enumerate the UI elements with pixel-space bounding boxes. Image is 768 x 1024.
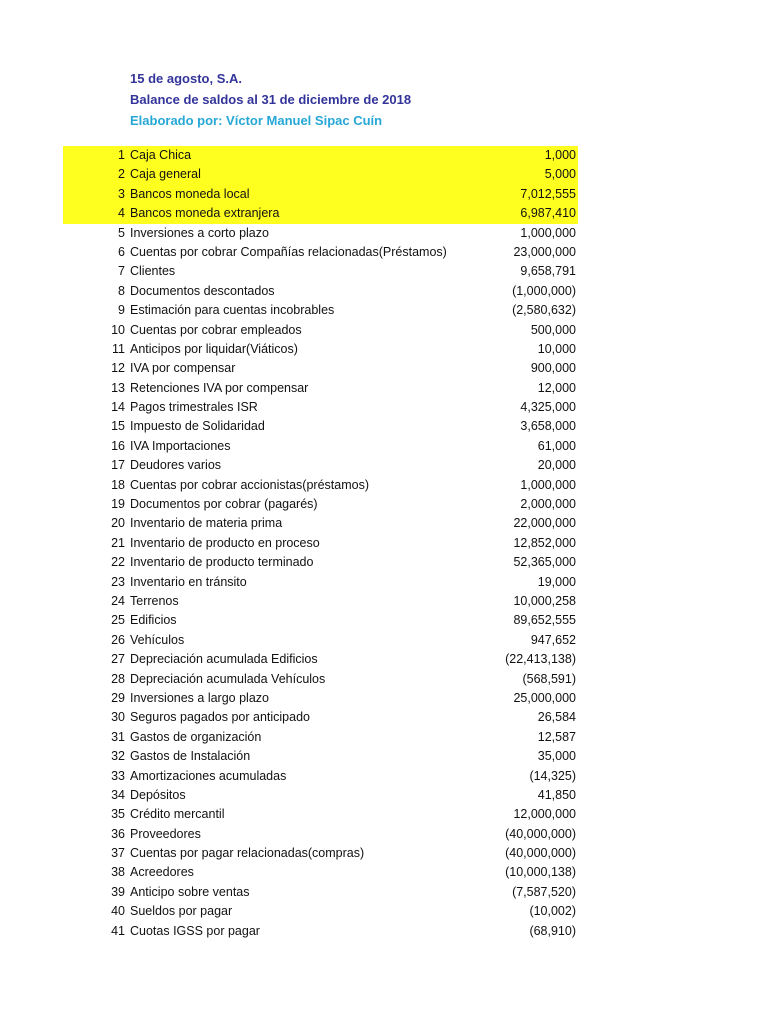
account-name: IVA Importaciones xyxy=(130,438,231,453)
table-row xyxy=(63,321,578,340)
account-amount: 1,000,000 xyxy=(520,225,576,240)
account-amount: 26,584 xyxy=(537,710,576,725)
account-name: Gastos de Instalación xyxy=(130,749,251,764)
table-row xyxy=(63,689,578,708)
account-amount: (14,325) xyxy=(529,768,576,783)
account-name: Acreedores xyxy=(130,865,194,880)
account-name: Cuentas por cobrar Compañías relacionadas(Préstamos) xyxy=(130,244,447,259)
account-number: 23 xyxy=(111,574,125,589)
account-name: Inventario en tránsito xyxy=(130,574,247,589)
account-name: Estimación para cuentas incobrables xyxy=(130,303,335,318)
table-row xyxy=(63,922,578,941)
document-header xyxy=(130,68,411,131)
account-amount: (22,413,138) xyxy=(505,652,576,667)
table-row xyxy=(63,631,578,650)
account-amount: 9,658,791 xyxy=(520,264,576,279)
account-amount: (40,000,000) xyxy=(505,826,576,841)
account-amount: (10,002) xyxy=(529,904,576,919)
account-name: Cuotas IGSS por pagar xyxy=(130,923,260,938)
account-number: 14 xyxy=(111,400,125,415)
account-name: Bancos moneda local xyxy=(130,186,250,201)
account-name: Gastos de organización xyxy=(130,729,262,744)
account-number: 25 xyxy=(111,613,125,628)
account-amount: (68,910) xyxy=(529,923,576,938)
account-number: 24 xyxy=(111,593,125,608)
account-name: Documentos descontados xyxy=(130,283,275,298)
account-name: Inversiones a largo plazo xyxy=(130,690,269,705)
account-amount: (2,580,632) xyxy=(512,303,576,318)
account-number: 17 xyxy=(111,458,125,473)
account-number: 22 xyxy=(111,555,125,570)
account-number: 34 xyxy=(111,787,125,802)
account-number: 4 xyxy=(118,206,125,221)
table-row xyxy=(63,379,578,398)
author-line: Elaborado por: Víctor Manuel Sipac Cuín xyxy=(130,113,383,128)
account-amount: 25,000,000 xyxy=(513,690,576,705)
account-number: 31 xyxy=(111,729,125,744)
table-row xyxy=(63,728,578,747)
table-row xyxy=(63,592,578,611)
account-amount: (1,000,000) xyxy=(512,283,576,298)
table-row xyxy=(63,863,578,882)
account-name: Inventario de producto en proceso xyxy=(130,535,320,550)
account-amount: 12,587 xyxy=(537,729,576,744)
account-name: Cuentas por pagar relacionadas(compras) xyxy=(130,846,365,861)
table-row xyxy=(63,767,578,786)
account-number: 8 xyxy=(118,283,125,298)
account-number: 9 xyxy=(118,303,125,318)
account-name: Seguros pagados por anticipado xyxy=(130,710,310,725)
account-number: 32 xyxy=(111,749,125,764)
account-name: Depósitos xyxy=(130,787,186,802)
account-amount: 89,652,555 xyxy=(513,613,576,628)
account-number: 27 xyxy=(111,652,125,667)
account-number: 13 xyxy=(111,380,125,395)
table-row xyxy=(63,883,578,902)
table-row xyxy=(63,573,578,592)
account-name: Anticipos por liquidar(Viáticos) xyxy=(130,341,298,356)
account-name: Edificios xyxy=(130,613,177,628)
account-name: Amortizaciones acumuladas xyxy=(130,768,287,783)
report-title: Balance de saldos al 31 de diciembre de 2018 xyxy=(130,92,412,107)
table-row xyxy=(63,243,578,262)
table-row xyxy=(63,262,578,281)
table-row xyxy=(63,204,578,223)
table-row xyxy=(63,495,578,514)
account-number: 11 xyxy=(112,341,125,356)
account-name: IVA por compensar xyxy=(130,361,236,376)
table-row xyxy=(63,224,578,243)
account-name: Depreciación acumulada Vehículos xyxy=(130,671,326,686)
account-number: 29 xyxy=(111,690,125,705)
account-name: Cuentas por cobrar accionistas(préstamos) xyxy=(130,477,369,492)
account-number: 3 xyxy=(118,186,125,201)
account-amount: (40,000,000) xyxy=(505,846,576,861)
account-name: Retenciones IVA por compensar xyxy=(130,380,309,395)
account-name: Sueldos por pagar xyxy=(130,904,233,919)
account-number: 20 xyxy=(111,516,125,531)
account-number: 7 xyxy=(118,264,125,279)
account-name: Caja Chica xyxy=(130,148,192,162)
account-amount: 7,012,555 xyxy=(520,186,576,201)
account-name: Deudores varios xyxy=(130,458,222,473)
table-row xyxy=(63,611,578,630)
account-number: 26 xyxy=(111,632,125,647)
table-row xyxy=(63,534,578,553)
table-row xyxy=(63,282,578,301)
account-number: 19 xyxy=(111,497,125,512)
account-amount: 22,000,000 xyxy=(513,516,576,531)
account-amount: 3,658,000 xyxy=(520,419,576,434)
account-number: 6 xyxy=(118,244,125,259)
account-amount: 52,365,000 xyxy=(513,555,576,570)
account-amount: 500,000 xyxy=(530,322,576,337)
table-row xyxy=(63,437,578,456)
table-row xyxy=(63,359,578,378)
account-number: 18 xyxy=(111,477,125,492)
account-amount: (10,000,138) xyxy=(505,865,576,880)
account-number: 15 xyxy=(111,419,125,434)
table-row xyxy=(63,185,578,204)
account-amount: 947,652 xyxy=(530,632,576,647)
account-name: Caja general xyxy=(130,167,201,182)
account-amount: 1,000 xyxy=(544,148,576,162)
table-row xyxy=(63,805,578,824)
account-amount: 35,000 xyxy=(537,749,576,764)
account-number: 28 xyxy=(111,671,125,686)
table-row xyxy=(63,514,578,533)
account-name: Crédito mercantil xyxy=(130,807,225,822)
account-number: 2 xyxy=(118,167,125,182)
table-row xyxy=(63,747,578,766)
table-row xyxy=(63,553,578,572)
account-amount: (568,591) xyxy=(522,671,576,686)
account-name: Anticipo sobre ventas xyxy=(130,884,250,899)
table-row xyxy=(63,398,578,417)
account-name: Clientes xyxy=(130,264,176,279)
account-name: Pagos trimestrales ISR xyxy=(130,400,258,415)
account-amount: 41,850 xyxy=(537,787,576,802)
account-amount: 10,000,258 xyxy=(513,593,576,608)
table-row xyxy=(63,146,578,165)
account-amount: 12,000,000 xyxy=(513,807,576,822)
account-name: Inversiones a corto plazo xyxy=(130,225,269,240)
account-amount: 5,000 xyxy=(544,167,576,182)
table-row xyxy=(63,902,578,921)
table-row xyxy=(63,650,578,669)
account-amount: 19,000 xyxy=(537,574,576,589)
account-name: Terrenos xyxy=(130,593,179,608)
company-name: 15 de agosto, S.A. xyxy=(130,71,242,86)
account-name: Depreciación acumulada Edificios xyxy=(130,652,318,667)
account-amount: 23,000,000 xyxy=(513,244,576,259)
account-name: Impuesto de Solidaridad xyxy=(130,419,265,434)
account-amount: 6,987,410 xyxy=(520,206,576,221)
table-row xyxy=(63,844,578,863)
account-name: Cuentas por cobrar empleados xyxy=(130,322,302,337)
account-amount: 4,325,000 xyxy=(520,400,576,415)
table-row xyxy=(63,165,578,184)
account-number: 38 xyxy=(111,865,125,880)
account-number: 21 xyxy=(111,535,125,550)
table-row xyxy=(63,301,578,320)
table-row xyxy=(63,825,578,844)
account-number: 35 xyxy=(111,807,125,822)
account-name: Documentos por cobrar (pagarés) xyxy=(130,497,318,512)
account-amount: 2,000,000 xyxy=(520,497,576,512)
account-name: Vehículos xyxy=(130,632,185,647)
account-amount: 12,852,000 xyxy=(513,535,576,550)
table-row xyxy=(63,417,578,436)
account-name: Bancos moneda extranjera xyxy=(130,206,280,221)
account-name: Inventario de materia prima xyxy=(130,516,283,531)
table-row xyxy=(63,456,578,475)
account-number: 10 xyxy=(111,322,125,337)
account-number: 16 xyxy=(111,438,125,453)
balance-table xyxy=(63,146,578,941)
account-number: 41 xyxy=(111,923,125,938)
table-row xyxy=(63,476,578,495)
table-row xyxy=(63,786,578,805)
account-amount: 1,000,000 xyxy=(520,477,576,492)
table-row xyxy=(63,670,578,689)
table-row xyxy=(63,708,578,727)
account-amount: 61,000 xyxy=(537,438,576,453)
account-number: 37 xyxy=(111,846,125,861)
account-amount: 10,000 xyxy=(537,341,576,356)
account-number: 39 xyxy=(111,884,125,899)
account-number: 40 xyxy=(111,904,125,919)
account-number: 12 xyxy=(111,361,125,376)
account-amount: 900,000 xyxy=(530,361,576,376)
account-name: Proveedores xyxy=(130,826,201,841)
account-amount: (7,587,520) xyxy=(512,884,576,899)
account-number: 5 xyxy=(118,225,125,240)
table-row xyxy=(63,340,578,359)
account-number: 36 xyxy=(111,826,125,841)
account-amount: 12,000 xyxy=(537,380,576,395)
account-amount: 20,000 xyxy=(537,458,576,473)
account-number: 1 xyxy=(118,148,125,162)
account-number: 33 xyxy=(111,768,125,783)
account-number: 30 xyxy=(111,710,125,725)
account-name: Inventario de producto terminado xyxy=(130,555,314,570)
